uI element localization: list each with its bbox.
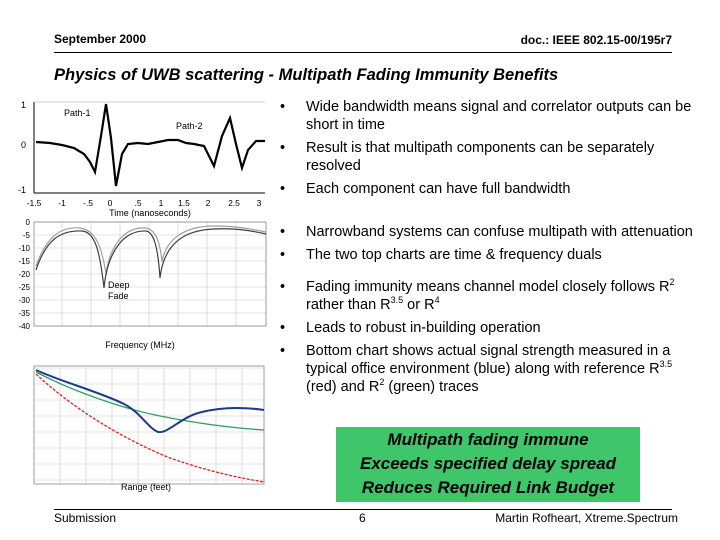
slide-title: Physics of UWB scattering - Multipath Fading Immunity Benefits — [54, 66, 559, 84]
trace-measured-blue — [36, 370, 264, 432]
bullet-item — [280, 278, 700, 314]
y-tick: -20 — [18, 270, 30, 279]
x-tick: 2.5 — [228, 198, 240, 208]
bullet-item — [280, 139, 700, 175]
y-tick: -30 — [18, 296, 30, 305]
y-tick: -15 — [18, 257, 30, 266]
bullet-list — [280, 98, 700, 396]
y-tick: -35 — [18, 309, 30, 318]
bullet-text: Result is that multipath components can be separately resolved — [306, 140, 655, 174]
label-deep: Deep — [108, 280, 130, 290]
bullet-item — [280, 319, 700, 337]
y-tick: -1 — [17, 185, 26, 195]
bullet-marker: • — [280, 247, 286, 263]
range-chart — [0, 358, 272, 498]
bullet-marker: • — [280, 320, 286, 336]
x-tick: 1 — [158, 198, 164, 208]
bullet-item — [280, 223, 700, 241]
x-tick: 1.5 — [178, 198, 190, 208]
y-tick: 0 — [25, 218, 30, 227]
label-fade: Fade — [108, 291, 129, 301]
x-tick: 3 — [256, 198, 262, 208]
bullet-text: The two top charts are time & frequency duals — [306, 247, 602, 263]
callout-line-3: Reduces Required Link Budget — [361, 478, 615, 497]
x-axis-label: Range (feet) — [120, 482, 172, 492]
x-tick: -1 — [58, 198, 66, 208]
y-tick: -40 — [18, 322, 30, 331]
bullet-text: Narrowband systems can confuse multipath with attenuation — [306, 224, 693, 240]
x-axis-label: Time (nanoseconds) — [109, 208, 191, 218]
frequency-domain-chart — [0, 218, 272, 354]
y-tick: -25 — [18, 283, 30, 292]
bullet-text: Wide bandwidth means signal and correlator outputs can be short in time — [306, 99, 692, 133]
bullet-marker: • — [280, 140, 286, 156]
header-doc-id: doc.: IEEE 802.15-00/195r7 — [520, 33, 672, 47]
bullet-text: Bottom chart shows actual signal strength measured in a typical office environment (blue) along with reference $R^{3.5}$ (red) and $R^2$ (green) traces — [306, 343, 673, 395]
x-tick: .5 — [134, 198, 142, 208]
x-tick: 2 — [205, 198, 211, 208]
freq-grid — [34, 222, 266, 326]
freq-trace-light — [36, 226, 266, 274]
bullet-marker: • — [280, 224, 286, 240]
x-tick: -1.5 — [26, 198, 42, 208]
footer-page-number: 6 — [359, 511, 366, 525]
footer-author: Martin Rofheart, Xtreme.Spectrum — [495, 511, 678, 525]
bullet-text: Fading immunity means channel model closely follows $R^2$ rather than $R^{3.5}$ or $R^4$ — [306, 277, 675, 313]
bullet-marker: • — [280, 181, 286, 197]
freq-trace-dark — [36, 229, 266, 288]
footer-rule — [54, 509, 672, 510]
bullet-text: Each component can have full bandwidth — [306, 181, 571, 197]
callout-line-1: Multipath fading immune — [387, 430, 589, 449]
header-date: September 2000 — [54, 32, 147, 46]
trace-r35-red — [36, 374, 264, 482]
y-tick: -5 — [22, 231, 30, 240]
bullet-marker: • — [280, 343, 286, 359]
bullet-marker: • — [280, 279, 286, 295]
bullet-item — [280, 180, 700, 198]
x-axis-label: Frequency (MHz) — [105, 340, 175, 350]
bullet-item — [280, 342, 700, 396]
bullet-marker: • — [280, 99, 286, 115]
bullet-text: Leads to robust in-building operation — [306, 320, 541, 336]
y-tick: -10 — [18, 244, 30, 253]
bullet-item — [280, 98, 700, 134]
y-tick: 0 — [20, 140, 26, 150]
label-path-1: Path-1 — [64, 108, 91, 118]
label-path-2: Path-2 — [176, 121, 203, 131]
x-tick: 0 — [107, 198, 113, 208]
callout-line-2: Exceeds specified delay spread — [359, 454, 617, 473]
x-tick: -.5 — [83, 198, 93, 208]
trace-r2-green — [36, 372, 264, 430]
header-rule — [54, 52, 672, 53]
callout-box — [336, 427, 640, 502]
time-domain-chart — [0, 96, 272, 220]
y-tick: 1 — [20, 100, 26, 110]
footer-submission: Submission — [54, 511, 117, 525]
bullet-item — [280, 246, 700, 264]
